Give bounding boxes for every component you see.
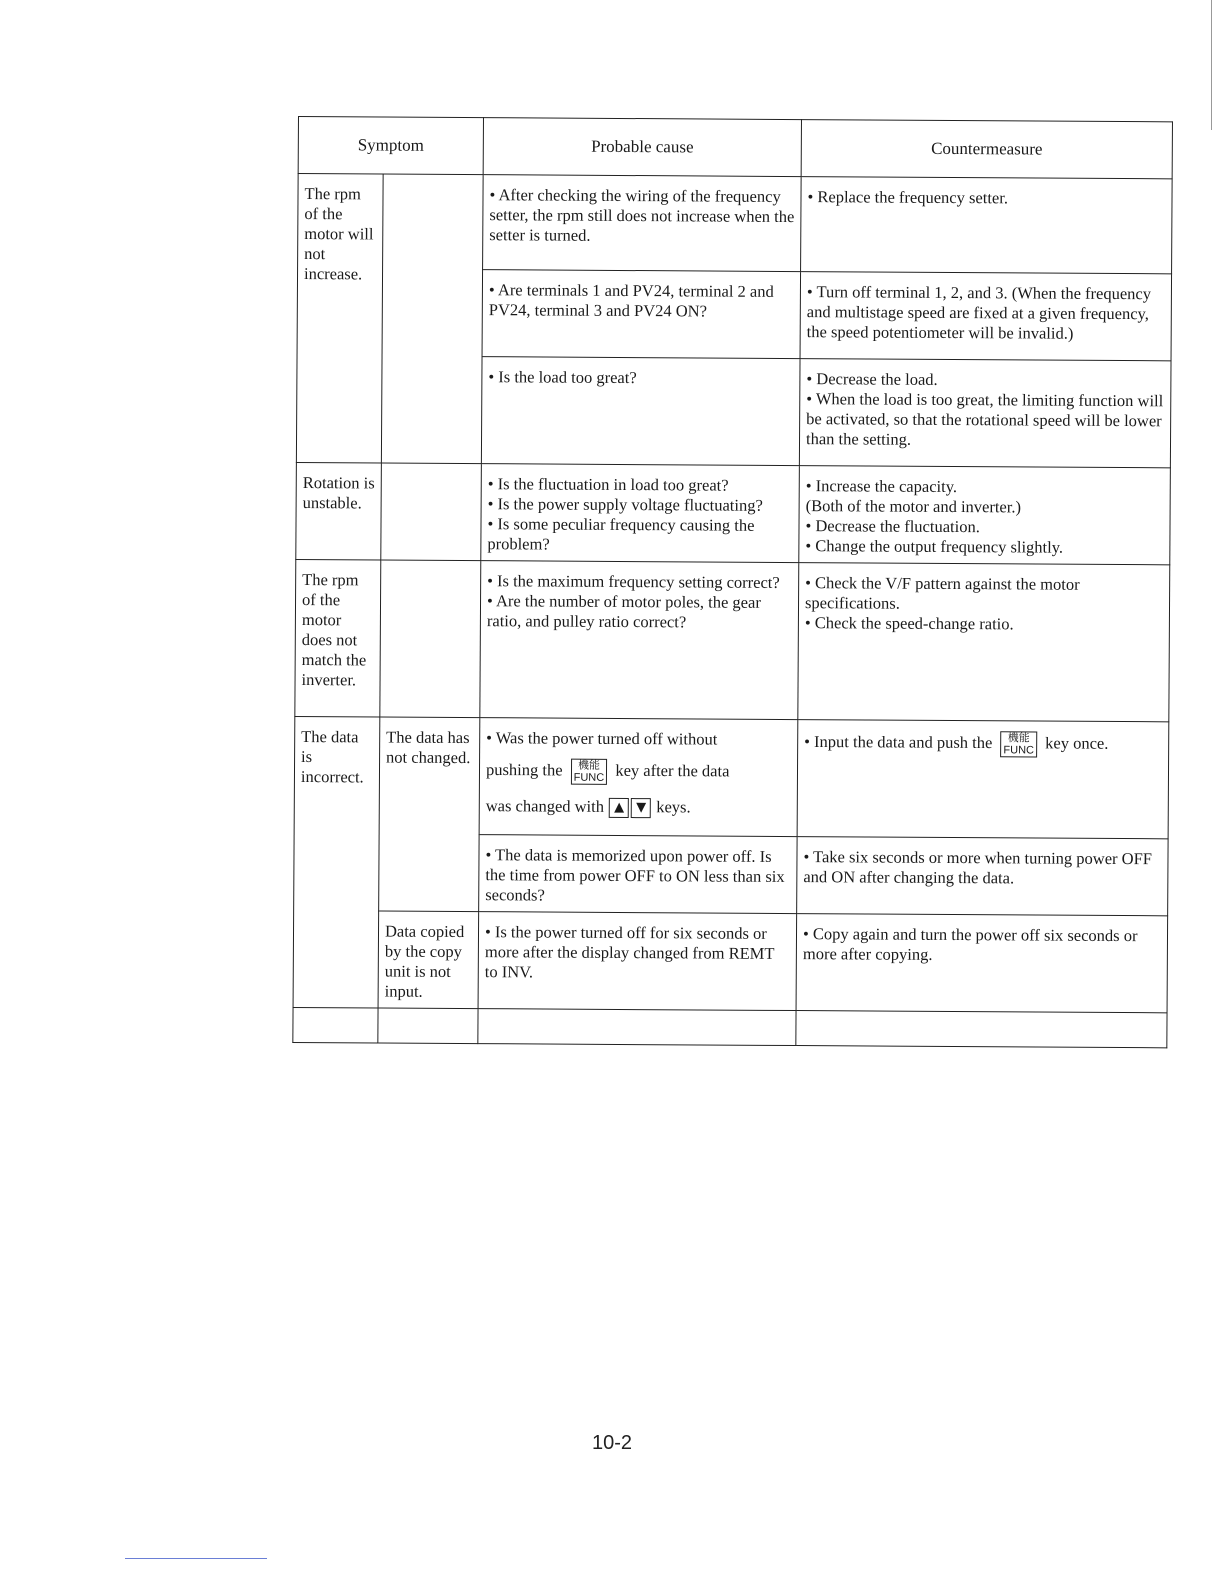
cause-text: • Was the power turned off without <box>486 728 718 749</box>
trailing-cell <box>293 1007 378 1043</box>
page-number: 10-2 <box>591 1432 633 1454</box>
table-row <box>296 462 1171 564</box>
cause-cell: • Are terminals 1 and PV24, terminal 2 and PV24, terminal 3 and PV24 ON? <box>482 270 801 359</box>
cause-cell: • Is the load too great? <box>481 357 800 466</box>
cause-cell: • The data is memorized upon power off. Is the time from power OFF to ON less than six seconds? <box>479 835 797 914</box>
func-key-icon <box>1000 731 1037 757</box>
page-edge-line <box>1211 0 1212 130</box>
symptom-data-incorrect: The data is incorrect. <box>293 716 380 1008</box>
cause-cell: • Is the power turned off for six seconds or more after the display changed from REMT to INV. <box>478 912 797 1011</box>
cause-header: Probable cause <box>483 118 801 177</box>
cause-line: • Is the fluctuation in load too great? <box>487 474 729 495</box>
sub-symptom-empty <box>381 174 483 464</box>
table-row <box>293 910 1168 1012</box>
func-key-kanji: 機能 <box>1007 732 1030 745</box>
cause-text: key after the data <box>615 760 730 781</box>
countermeasure-text: key once. <box>1045 733 1109 753</box>
func-key-label: FUNC <box>573 771 605 784</box>
func-key-label: FUNC <box>1003 744 1035 757</box>
countermeasure-cell <box>797 720 1169 839</box>
cause-line <box>486 758 791 786</box>
table-trailing-row <box>293 1007 1167 1047</box>
sub-symptom-data-not-changed: The data has not changed. <box>379 717 480 912</box>
symptom-rpm-not-increase: The rpm of the motor will not increase. <box>296 174 383 464</box>
cause-text: was changed with <box>485 796 605 816</box>
up-arrow-key-icon: ▲ <box>609 798 629 818</box>
countermeasure-line: • Decrease the load. <box>806 369 938 389</box>
trailing-cell <box>378 1008 478 1044</box>
troubleshooting-table-wrapper <box>298 116 1172 1043</box>
countermeasure-line: • When the load is too great, the limiting function will be activated, so that the rotational speed will be lower than the setting. <box>805 389 1164 449</box>
table-row <box>294 716 1169 838</box>
symptom-rotation-unstable: Rotation is unstable. <box>296 462 382 560</box>
countermeasure-line: • Increase the capacity. <box>805 476 958 497</box>
cause-line: • Is some peculiar frequency causing the problem? <box>487 514 755 554</box>
troubleshooting-table <box>292 116 1173 1048</box>
func-key-kanji: 機能 <box>577 759 601 772</box>
cause-cell: • After checking the wiring of the frequency setter, the rpm still does not increase when the setter is turned. <box>483 175 802 272</box>
table-row <box>298 174 1173 274</box>
countermeasure-cell: • Take six seconds or more when turning power OFF and ON after changing the data. <box>797 837 1168 916</box>
countermeasure-cell: • Turn off terminal 1, 2, and 3. (When the frequency and multistage speed are fixed at a given frequency, the speed potentiometer will be invalid.) <box>800 272 1172 361</box>
countermeasure-cell <box>799 359 1171 468</box>
cause-line: • Is the maximum frequency setting correct? <box>487 571 780 592</box>
table-row <box>295 559 1170 721</box>
sub-symptom-empty <box>381 463 482 561</box>
countermeasure-cell: • Copy again and turn the power off six seconds or more after copying. <box>796 914 1168 1013</box>
down-arrow-key-icon: ▼ <box>631 798 651 818</box>
countermeasure-text: • Input the data and push the <box>804 731 993 753</box>
countermeasure-line: • Decrease the fluctuation. <box>805 516 980 537</box>
header-row <box>298 117 1172 179</box>
cause-cell <box>479 718 798 837</box>
countermeasure-line: • Change the output frequency slightly. <box>805 536 1064 557</box>
cause-cell <box>480 561 799 720</box>
symptom-rpm-not-match: The rpm of the motor does not match the inverter. <box>295 559 381 717</box>
countermeasure-line: • Check the speed-change ratio. <box>804 613 1014 634</box>
cause-line: • Is the power supply voltage fluctuating? <box>487 494 763 515</box>
symptom-header: Symptom <box>298 117 483 175</box>
cause-cell <box>481 464 800 563</box>
sub-symptom-empty <box>380 560 481 718</box>
sub-symptom-data-copied: Data copied by the copy unit is not input. <box>378 911 479 1009</box>
countermeasure-line: • Check the V/F pattern against the motor specifications. <box>804 573 1080 613</box>
cause-text: pushing the <box>485 759 563 780</box>
trailing-cell <box>478 1009 796 1046</box>
countermeasure-cell <box>799 466 1171 565</box>
func-key-icon <box>571 759 608 785</box>
cause-line <box>486 796 791 819</box>
footer-rule <box>125 1558 267 1559</box>
countermeasure-cell <box>798 563 1170 722</box>
cause-line <box>486 728 791 750</box>
countermeasure-line: (Both of the motor and inverter.) <box>805 496 1022 517</box>
cause-text: keys. <box>656 797 691 817</box>
countermeasure-header: Countermeasure <box>801 120 1172 179</box>
cause-line: • Are the number of motor poles, the gear ratio, and pulley ratio correct? <box>486 591 761 632</box>
countermeasure-cell: • Replace the frequency setter. <box>801 177 1173 274</box>
trailing-cell <box>796 1011 1167 1048</box>
